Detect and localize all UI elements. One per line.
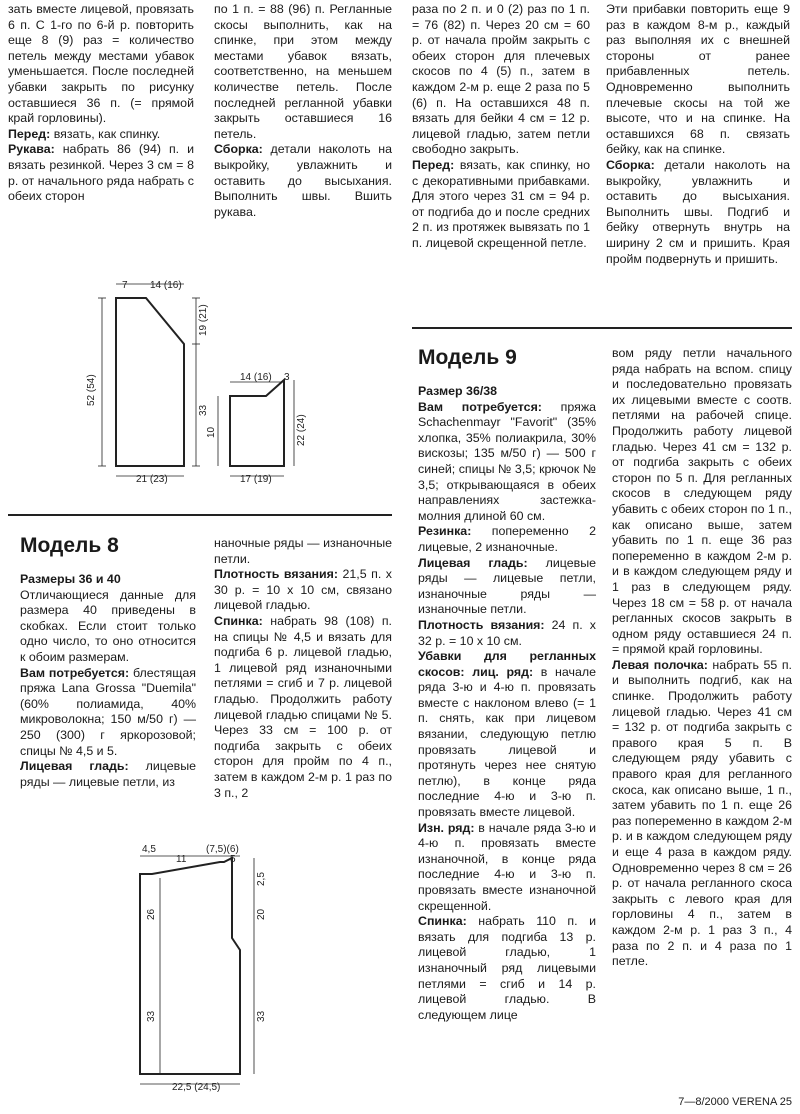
text-paragraph: попеременно 2 лицевые, 2 изнаночные. xyxy=(418,524,596,554)
dim-label: 22 (24) xyxy=(296,414,307,446)
section-label: Перед: xyxy=(8,126,51,141)
section-label: Резинка: xyxy=(418,524,472,539)
section-label: Спинка: xyxy=(214,613,263,628)
dim-label: 14 (16) xyxy=(150,280,182,291)
text-paragraph: детали наколоть на выкройку, увлажнить и оставить до высыхания. Выполнить швы. Вшить рукава. xyxy=(214,142,392,219)
text-paragraph: Отличающиеся данные для размера 40 приведены в скобках. Если стоит только одно число, то оно относится к обоим размерам. xyxy=(20,587,196,664)
top-col-2 xyxy=(214,2,392,220)
text-paragraph: пряжа Schachenmayr "Favorit" (35% хлопка, 35% полиакрила, 30% вискозы; 135 м/50 г) — 500 г синей; спицы № 3,5; крючок № 3,5; открывающаяся в обеих направлениях застежка-молния длиной 60 см. xyxy=(418,399,597,523)
section-divider xyxy=(8,514,392,516)
dim-label: 52 (54) xyxy=(86,374,97,406)
model-8-col-2 xyxy=(214,536,392,801)
section-label: Лицевая гладь: xyxy=(20,759,129,774)
section-label: Вам потребуется: xyxy=(418,399,542,414)
dim-label: 17 (19) xyxy=(240,474,272,485)
model-8-sizes: Размеры 36 и 40 xyxy=(20,572,121,586)
text-paragraph: раза по 2 п. и 0 (2) раз по 1 п. = 76 (82) п. Через 20 см = 60 р. от начала пройм закрыть с обеих сторон для плечевых скосов по 4 (5) п., затем в каждом 2-м р. еще 2 раза по 5 (6) п. На оставшихся 48 п. вязать для бейки 4 см = 12 р. лицевой гладью, затем петли свободно закрыть. xyxy=(412,2,590,157)
model-9-heading: Модель 9 xyxy=(418,346,517,369)
text-paragraph: набрать 98 (108) п. на спицы № 4,5 и вязать для подгиба 6 р. лицевой гладью, 1 лицевой ряд изнаночными петлями = сгиб и 7 р. лицевой гладью. Продолжить работу лицевой гладью спицами № 5. Через 33 см = 100 р. от подгиба закрыть с обеих сторон для пройм по 4 п., затем в каждом 2-м р. 1 раз по 3 п., 2 xyxy=(214,613,392,800)
text-paragraph: по 1 п. = 88 (96) п. Регланные скосы выполнить, как на спинке, при этом между местами убавок вязать, соответственно, на меньшем количестве петель. После последней регланной убавки закрыть оставшиеся 16 петель. xyxy=(214,2,392,141)
section-divider xyxy=(412,327,792,329)
dim-label: 7 xyxy=(122,280,128,291)
dim-label: 10 xyxy=(206,426,217,438)
text-paragraph: детали наколоть на выкройку, увлажнить и оставить до высыхания. Выполнить швы. Подгиб и бейку отвернуть внутрь на ширину 2 см и пришить. Края пройм подвернуть и пришить. xyxy=(606,157,790,266)
model-8-heading: Модель 8 xyxy=(20,534,119,557)
text-paragraph: вязать, как спинку. xyxy=(50,126,161,141)
top-col-1 xyxy=(8,2,194,205)
text-paragraph: набрать 86 (94) п. и вязать резинкой. Через 3 см = 8 р. от начального ряда набрать с обеих сторон xyxy=(8,142,194,204)
sleeve-outline xyxy=(230,380,284,466)
dim-label: (7,5)(6) xyxy=(206,844,239,855)
dim-label: 21 (23) xyxy=(136,474,168,485)
dim-label: 14 (16) xyxy=(240,372,272,383)
dim-label: 19 (21) xyxy=(198,304,209,336)
dim-label: 11 xyxy=(176,854,187,865)
model-8-col-1 xyxy=(20,572,196,790)
text-paragraph: Эти прибавки повторить еще 9 раз в каждом 8-м р., каждый раз выполняя их с внешней стороны от ранее прибавленных петель. Одновременно выполнить плечевые скосы на той же высоте, что и на спинке. На оставшихся 68 п. связать бейку, как на спинке. xyxy=(606,2,790,157)
text-paragraph: 24 п. х 32 р. = 10 х 10 см. xyxy=(418,617,596,648)
dim-label: 20 xyxy=(256,908,267,920)
text-paragraph: зать вместе лицевой, провязать 6 п. С 1-го по 6-й р. повторить еще 8 (9) раз = количество петель между местами убавок уменьшается. После последней убавки закрыть по рисунку оставшиеся 36 п. (= прямой край горловины). xyxy=(8,2,194,126)
vest-outline xyxy=(140,858,240,1074)
body-outline xyxy=(116,298,184,466)
dim-label: 33 xyxy=(146,1010,157,1022)
section-label: Лицевая гладь: xyxy=(418,555,528,570)
section-label: Убавки для регланных скосов: лиц. ряд: xyxy=(418,649,596,679)
text-paragraph: набрать 110 п. и вязать для подгиба 13 р. лицевой гладью, 1 изнаночный ряд лицевыми петлями = сгиб и 14 р. лицевой гладью. В следующем лице xyxy=(418,914,596,1022)
section-label: Изн. ряд: xyxy=(418,820,475,835)
section-label: Перед: xyxy=(412,157,455,172)
vest-pattern-diagram xyxy=(120,838,280,1098)
dim-label: 33 xyxy=(198,404,209,416)
section-label: Сборка: xyxy=(214,142,263,157)
text-paragraph: наночные ряды — изнаночные петли. xyxy=(214,536,392,566)
model-9-col-1 xyxy=(418,384,596,1023)
text-paragraph: блестящая пряжа Lana Grossa "Duemila" (60% полиамида, 40% микроволокна; 150 м/50 г) — 250 (300) г яркорозовой; спицы № 4,5 и 5. xyxy=(20,665,197,758)
text-paragraph: в начале ряда 3-ю и 4-ю п. провязать вместе изнаночной, в конце ряда последние 4-ю и 3-ю п. провязать вместе изнаночной скрещенной. xyxy=(418,820,596,913)
model-9-sizes: Размер 36/38 xyxy=(418,384,498,398)
section-label: Плотность вязания: xyxy=(418,617,545,632)
sweater-pattern-diagram xyxy=(80,276,320,496)
section-label: Спинка: xyxy=(418,914,467,929)
text-paragraph: 21,5 п. х 30 р. = 10 х 10 см, связано лицевой гладью. xyxy=(214,567,392,613)
dim-label: 3 xyxy=(284,372,290,383)
page-footer: 7—8/2000 VERENA 25 xyxy=(678,1096,792,1108)
top-col-3 xyxy=(412,2,590,252)
dim-label: 22,5 (24,5) xyxy=(172,1082,221,1093)
section-label: Вам потребуется: xyxy=(20,665,130,680)
text-paragraph: в начале ряда 3-ю и 4-ю п. провязать вместе с наклоном влево (= 1 п. снять, как при лицевом вязании, следующую петлю провязать лицевой и протянуть через нее снятую петлю), в конце ряда последние 4-ю и 3-ю п. провязать вместе лицевой. xyxy=(418,664,596,820)
text-paragraph: лицевые ряды — лицевые петли, изнаночные ряды — изнаночные петли. xyxy=(418,555,597,617)
section-label: Левая полочка: xyxy=(612,657,708,672)
text-paragraph: вом ряду петли начального ряда набрать на вспом. спицу и последовательно провязать их лицевыми вместе с соотв. петлями на рабочей спице. Продолжить работу лицевой гладью. Через 41 см = 132 р. от подгиба закрыть с обеих сторон по 5 п. Для регланных скосов в следующем ряду убавить с обеих сторон по 1 п., как описано выше, затем убавить по 1 п. еще 36 раз попеременно в каждом 2-м р. и в каждом следующем ряду и 1 раз в следующем ряду. Через 18 см = 58 р. от начала регланных скосов закрыть в одном ряду оставшиеся 24 п. = прямой край горловины. xyxy=(612,346,792,657)
dim-label: 26 xyxy=(146,908,157,920)
top-col-4 xyxy=(606,2,790,267)
dim-label: 5 xyxy=(230,854,236,865)
section-label: Сборка: xyxy=(606,157,655,172)
text-paragraph: набрать 55 п. и выполнить подгиб, как на спинке. Продолжить работу лицевой гладью. Через 41 см = 132 р. от подгиба закрыть с правого края 5 п. В следующем ряду убавить с правого края для регланного скоса, как описано выше, 1 п., затем убавить по 1 п. еще 26 раз попеременно в каждом 2-м р. и в каждом следующем ряду и еще 4 раза в каждом ряду. Одновременно через 8 см = 26 р. от начала регланного скоса закрыть с левого края для горловины 4 п., затем в каждом 2-м р. 1 раз 3 п., 4 раза по 2 п. и 4 раза по 1 петле. xyxy=(612,657,792,969)
text-paragraph: лицевые ряды — лицевые петли, из xyxy=(20,759,197,789)
model-9-col-2 xyxy=(612,346,792,970)
section-label: Плотность вязания: xyxy=(214,567,338,582)
dim-label: 4,5 xyxy=(142,844,156,855)
dim-label: 33 xyxy=(256,1010,267,1022)
dim-label: 2,5 xyxy=(256,872,267,886)
text-paragraph: вязать, как спинку, но с декоративными прибавками. Для этого через 31 см = 94 р. от подгиба до и после средних 2 п. из протяжек вывязать по 1 п. лицевой скрещенной петле. xyxy=(412,157,590,250)
section-label: Рукава: xyxy=(8,142,55,157)
